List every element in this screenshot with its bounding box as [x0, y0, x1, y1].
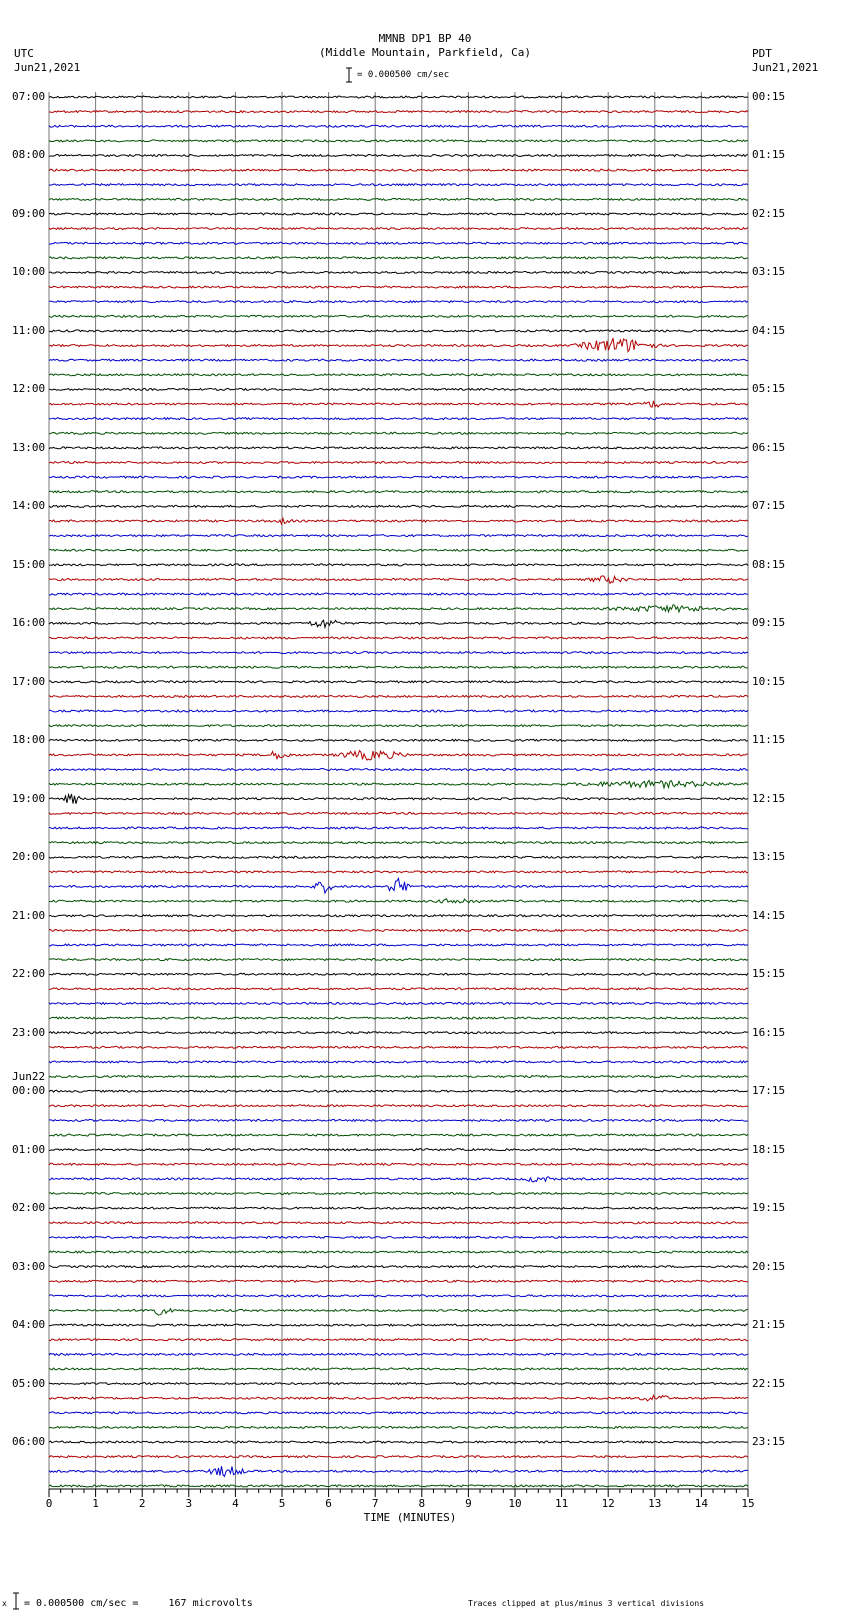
trace-89: [49, 1395, 748, 1401]
trace-2: [49, 125, 748, 127]
trace-92: [49, 1441, 748, 1443]
trace-27: [49, 491, 748, 493]
trace-59: [49, 959, 748, 961]
trace-3: [49, 140, 748, 142]
trace-43: [49, 725, 748, 727]
trace-45: [49, 751, 748, 760]
x-tick-label: 6: [325, 1497, 332, 1510]
trace-28: [49, 505, 748, 507]
trace-40: [49, 681, 748, 683]
x-tick-label: 10: [508, 1497, 522, 1510]
left-hour-label: 04:00: [12, 1318, 46, 1332]
trace-65: [49, 1046, 748, 1048]
trace-80: [49, 1266, 748, 1268]
left-hour-label: 20:00: [12, 850, 46, 864]
right-hour-label: 07:15: [752, 499, 786, 513]
trace-29: [49, 519, 748, 525]
right-hour-label: 05:15: [752, 382, 786, 396]
right-hour-label: 17:15: [752, 1084, 786, 1098]
chart-title: MMNB DP1 BP 40: [378, 32, 472, 45]
trace-75: [49, 1193, 748, 1195]
left-date: Jun21,2021: [14, 61, 81, 74]
left-hour-label: 19:00: [12, 791, 46, 805]
left-hour-label: 23:00: [12, 1025, 46, 1039]
left-hour-label: 18:00: [12, 733, 46, 747]
right-hour-label: 16:15: [752, 1025, 786, 1039]
trace-41: [49, 695, 748, 697]
trace-69: [49, 1105, 748, 1107]
x-tick-label: 5: [278, 1497, 286, 1510]
right-hour-label: 11:15: [752, 733, 786, 747]
right-hour-label: 21:15: [752, 1318, 786, 1332]
trace-1: [49, 111, 748, 113]
right-hour-label: 20:15: [752, 1259, 786, 1273]
trace-67: [49, 1076, 748, 1078]
trace-10: [49, 242, 748, 244]
trace-90: [49, 1412, 748, 1414]
left-hour-label: 01:00: [12, 1142, 46, 1156]
trace-12: [49, 271, 748, 273]
trace-26: [49, 476, 748, 478]
trace-13: [49, 286, 748, 288]
left-hour-label: 16:00: [12, 616, 46, 630]
trace-22: [49, 418, 748, 420]
right-hour-label: 22:15: [752, 1376, 786, 1390]
trace-76: [49, 1207, 748, 1209]
x-tick-label: 1: [92, 1497, 99, 1510]
trace-68: [49, 1090, 748, 1092]
left-hour-label: 07:00: [12, 90, 46, 103]
trace-42: [49, 710, 748, 712]
trace-19: [49, 374, 748, 376]
trace-66: [49, 1061, 748, 1063]
left-hour-label: 12:00: [12, 382, 46, 396]
trace-56: [49, 915, 748, 917]
x-tick-label: 4: [232, 1497, 239, 1510]
right-hour-label: 19:15: [752, 1201, 786, 1215]
trace-38: [49, 652, 748, 654]
x-tick-label: 0: [45, 1497, 53, 1510]
left-hour-label: 05:00: [12, 1376, 46, 1390]
trace-25: [49, 462, 748, 464]
left-hour-label: 17:00: [12, 674, 46, 688]
x-tick-label: 11: [554, 1497, 569, 1510]
trace-79: [49, 1251, 748, 1253]
trace-93: [49, 1456, 748, 1458]
x-tick-label: 9: [465, 1497, 472, 1510]
trace-33: [49, 576, 748, 583]
trace-18: [49, 359, 748, 361]
trace-60: [49, 973, 748, 975]
trace-81: [49, 1280, 748, 1282]
trace-85: [49, 1339, 748, 1341]
trace-9: [49, 228, 748, 230]
left-hour-label: 00:00: [12, 1084, 46, 1098]
right-hour-label: 00:15: [752, 90, 786, 103]
right-hour-label: 13:15: [752, 850, 786, 864]
trace-6: [49, 184, 748, 186]
trace-78: [49, 1236, 748, 1238]
trace-50: [49, 827, 748, 829]
day-change-label: Jun22: [12, 1070, 46, 1084]
left-hour-label: 14:00: [12, 499, 46, 513]
trace-15: [49, 315, 748, 317]
chart-subtitle: (Middle Mountain, Parkfield, Ca): [319, 46, 531, 59]
trace-95: [49, 1485, 748, 1487]
trace-44: [49, 739, 748, 741]
right-hour-label: 08:15: [752, 557, 786, 571]
trace-86: [49, 1353, 748, 1355]
trace-87: [49, 1368, 748, 1370]
right-timezone: PDT: [752, 47, 772, 60]
trace-23: [49, 432, 748, 434]
right-hour-label: 15:15: [752, 967, 786, 981]
right-hour-label: 14:15: [752, 908, 786, 922]
right-hour-label: 09:15: [752, 616, 786, 630]
trace-72: [49, 1149, 748, 1151]
left-hour-label: 02:00: [12, 1201, 46, 1215]
left-timezone: UTC: [14, 47, 34, 60]
left-hour-label: 06:00: [12, 1435, 46, 1449]
trace-62: [49, 1002, 748, 1004]
trace-11: [49, 257, 748, 259]
right-hour-label: 03:15: [752, 265, 786, 279]
left-hour-label: 11:00: [12, 323, 46, 337]
trace-82: [49, 1295, 748, 1297]
x-tick-label: 14: [694, 1497, 709, 1510]
left-hour-label: 13:00: [12, 440, 46, 454]
trace-31: [49, 549, 748, 551]
right-hour-label: 10:15: [752, 674, 786, 688]
x-tick-label: 13: [648, 1497, 662, 1510]
trace-group: [49, 96, 748, 1487]
trace-63: [49, 1017, 748, 1019]
right-date: Jun21,2021: [752, 61, 819, 74]
trace-77: [49, 1222, 748, 1224]
trace-14: [49, 301, 748, 303]
scale-bar-icon: [346, 68, 352, 82]
left-hour-label: 15:00: [12, 557, 46, 571]
left-hour-label: 03:00: [12, 1259, 46, 1273]
trace-47: [49, 780, 748, 787]
footer-scale-bar-icon: [13, 1593, 19, 1609]
trace-30: [49, 535, 748, 537]
trace-16: [49, 330, 748, 332]
x-axis: [49, 1489, 748, 1497]
trace-53: [49, 871, 748, 873]
x-tick-label: 3: [185, 1497, 193, 1510]
x-tick-label: 2: [138, 1497, 146, 1510]
trace-88: [49, 1383, 748, 1385]
left-hour-label: 09:00: [12, 206, 46, 220]
trace-35: [49, 605, 748, 612]
trace-70: [49, 1119, 748, 1121]
trace-36: [49, 620, 748, 627]
trace-83: [49, 1309, 748, 1315]
footer-clip-note: Traces clipped at plus/minus 3 vertical divisions: [468, 1599, 705, 1608]
scale-label: = 0.000500 cm/sec: [357, 70, 450, 80]
x-tick-label: 7: [371, 1497, 379, 1510]
right-hour-label: 06:15: [752, 440, 786, 454]
trace-57: [49, 929, 748, 931]
trace-48: [49, 794, 748, 804]
x-tick-label: 15: [741, 1497, 755, 1510]
trace-46: [49, 769, 748, 771]
trace-17: [49, 338, 748, 352]
right-hour-label: 18:15: [752, 1142, 786, 1156]
left-hour-label: 08:00: [12, 148, 46, 162]
right-hour-label: 12:15: [752, 791, 786, 805]
trace-91: [49, 1426, 748, 1428]
right-hour-label: 04:15: [752, 323, 786, 337]
trace-5: [49, 169, 748, 171]
trace-4: [49, 154, 748, 156]
trace-8: [49, 213, 748, 215]
footer-scale-prefix: x: [2, 1599, 7, 1608]
trace-0: [49, 96, 748, 98]
trace-21: [49, 401, 748, 407]
footer-scale-text: = 0.000500 cm/sec = 167 microvolts: [24, 1598, 253, 1609]
right-hour-label: 02:15: [752, 206, 786, 220]
x-axis-label: TIME (MINUTES): [363, 1511, 457, 1524]
x-tick-label: 8: [418, 1497, 426, 1510]
trace-37: [49, 637, 748, 639]
left-hour-label: 21:00: [12, 908, 46, 922]
left-hour-label: 10:00: [12, 265, 46, 279]
trace-73: [49, 1163, 748, 1165]
trace-61: [49, 988, 748, 990]
right-hour-label: 01:15: [752, 148, 786, 162]
trace-20: [49, 388, 748, 390]
trace-94: [49, 1466, 748, 1476]
trace-58: [49, 944, 748, 946]
trace-51: [49, 842, 748, 844]
trace-64: [49, 1032, 748, 1034]
trace-55: [49, 899, 748, 903]
trace-52: [49, 856, 748, 858]
trace-34: [49, 593, 748, 595]
trace-71: [49, 1134, 748, 1136]
trace-7: [49, 198, 748, 200]
trace-32: [49, 564, 748, 566]
trace-54: [49, 879, 748, 894]
trace-74: [49, 1177, 748, 1182]
trace-39: [49, 666, 748, 668]
x-tick-label: 12: [601, 1497, 615, 1510]
right-hour-label: 23:15: [752, 1435, 786, 1449]
trace-49: [49, 812, 748, 814]
trace-84: [49, 1324, 748, 1326]
trace-24: [49, 447, 748, 449]
left-hour-label: 22:00: [12, 967, 46, 981]
